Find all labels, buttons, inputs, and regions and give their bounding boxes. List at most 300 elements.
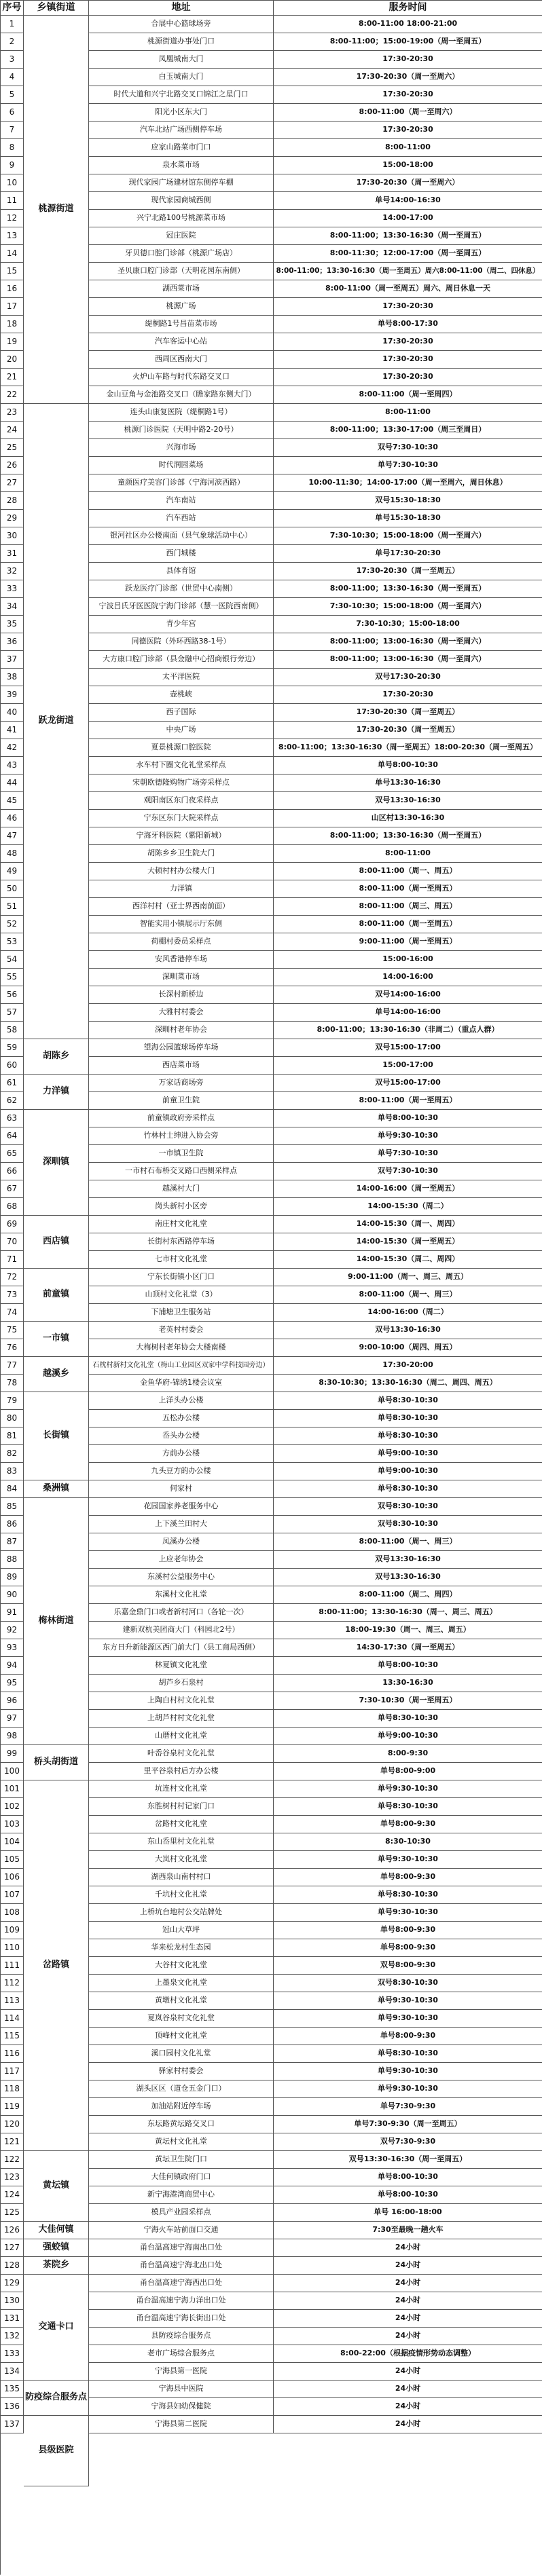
address-cell: 连头山康复医院（缇桐路1号） xyxy=(89,404,274,422)
service-time-cell: 8:00-11:00；13:30-16:30（周一至周五）周六8:00-11:00（周二、四休息） xyxy=(274,263,542,280)
service-time-cell: 18:00-19:30（周一、周三、周五） xyxy=(274,1622,542,1639)
service-time-cell: 14:00-15:30（周二） xyxy=(274,1198,542,1216)
district-cell: 岔路镇 xyxy=(24,1780,89,2151)
service-time-cell: 单号9:30-10:30 xyxy=(274,1127,542,1145)
service-time-cell: 双号14:00-16:00 xyxy=(274,986,542,1004)
row-number: 58 xyxy=(1,1022,24,1039)
row-number: 110 xyxy=(1,1939,24,1957)
address-cell: 合展中心篮球场旁 xyxy=(89,16,274,33)
row-number: 111 xyxy=(1,1957,24,1975)
service-time-cell: 单号14:00-16:00 xyxy=(274,1004,542,1022)
row-number: 87 xyxy=(1,1533,24,1551)
address-cell: 东胜树村村记家门口 xyxy=(89,1798,274,1816)
district-cell: 深甽镇 xyxy=(24,1110,89,1216)
row-number: 7 xyxy=(1,122,24,139)
row-number: 23 xyxy=(1,404,24,422)
row-number: 17 xyxy=(1,298,24,316)
address-cell: 上应老年协会 xyxy=(89,1551,274,1569)
row-number: 120 xyxy=(1,2116,24,2133)
address-cell: 汽车西站 xyxy=(89,510,274,527)
address-cell: 花园国家养老服务中心 xyxy=(89,1498,274,1516)
address-cell: 应家山路菜市门口 xyxy=(89,139,274,157)
service-time-cell: 17:30-20:30（周一至周五） xyxy=(274,722,542,739)
row-number: 91 xyxy=(1,1604,24,1622)
district-cell: 桃源街道 xyxy=(24,16,89,404)
row-number: 16 xyxy=(1,280,24,298)
address-cell: 方前办公楼 xyxy=(89,1445,274,1463)
service-time-cell: 8:00-11:00（周一、周三） xyxy=(274,1286,542,1304)
address-cell: 岗头新村小区旁 xyxy=(89,1198,274,1216)
row-number: 89 xyxy=(1,1569,24,1586)
address-cell: 冠庄医院 xyxy=(89,227,274,245)
address-cell: 上墨泉文化礼堂 xyxy=(89,1975,274,1992)
address-cell: 长街村东西路停车场 xyxy=(89,1233,274,1251)
address-cell: 黄坛卫生院门口 xyxy=(89,2151,274,2169)
service-time-cell: 单号8:30-10:30 xyxy=(274,1710,542,1728)
address-cell: 时代润园菜场 xyxy=(89,457,274,474)
service-time-cell: 24小时 xyxy=(274,2275,542,2292)
service-time-cell: 8:00-22:00（根据疫情形势动态调整） xyxy=(274,2345,542,2363)
address-cell: 兴宁北路100号桃源菜市场 xyxy=(89,210,274,227)
row-number: 94 xyxy=(1,1657,24,1675)
address-cell: 东坛路黄坛路交叉口 xyxy=(89,2116,274,2133)
district-cell: 县级医院 xyxy=(24,2416,89,2486)
row-number: 56 xyxy=(1,986,24,1004)
district-cell: 前童镇 xyxy=(24,1269,89,1322)
service-time-cell: 8:00-11:00（周一、周五） xyxy=(274,863,542,880)
address-cell: 乐嘉金鼎门口或者新村河口（各轮一次） xyxy=(89,1604,274,1622)
row-number: 101 xyxy=(1,1780,24,1798)
service-time-cell: 单号8:00-17:30 xyxy=(274,316,542,333)
row-number: 64 xyxy=(1,1127,24,1145)
service-time-cell: 8:30-10:30 xyxy=(274,1833,542,1851)
row-number: 112 xyxy=(1,1975,24,1992)
district-cell: 交通卡口 xyxy=(24,2275,89,2381)
header-district: 乡镇街道 xyxy=(24,1,89,16)
service-time-cell: 双号7:30-9:30 xyxy=(274,2133,542,2151)
row-number: 24 xyxy=(1,422,24,439)
row-number: 98 xyxy=(1,1728,24,1745)
address-cell: 火炉山车路与时代东路交叉口 xyxy=(89,369,274,386)
district-cell: 力洋镇 xyxy=(24,1075,89,1110)
address-cell: 上陶白村村文化礼堂 xyxy=(89,1692,274,1710)
address-cell: 宁海县第一医院 xyxy=(89,2363,274,2381)
service-time-cell: 单号8:30-10:30 xyxy=(274,1392,542,1410)
service-time-cell: 8:00-11:00（周一至周六） xyxy=(274,104,542,122)
row-number: 102 xyxy=(1,1798,24,1816)
service-time-cell: 8:00-11:00；13:30-16:30（周一、周三、周五） xyxy=(274,1604,542,1622)
address-cell: 力洋镇 xyxy=(89,880,274,898)
address-cell: 牙贝德口腔门诊部（桃源广场店） xyxy=(89,245,274,263)
district-cell: 强蛟镇 xyxy=(24,2239,89,2257)
address-cell: 甬台温高速宁海南出口处 xyxy=(89,2239,274,2257)
address-cell: 壶桃峡 xyxy=(89,686,274,704)
address-cell: 白玉城南大门 xyxy=(89,69,274,86)
service-time-cell: 双号8:30-10:30 xyxy=(274,1516,542,1533)
service-time-cell: 17:30-20:00 xyxy=(274,1357,542,1375)
row-number: 133 xyxy=(1,2345,24,2363)
address-cell: 童颜医疗美容门诊部（宁海河滨西路） xyxy=(89,474,274,492)
address-cell: 夏景桃源口腔医院 xyxy=(89,739,274,757)
address-cell: 桃源门诊医院（天明中路2-20号） xyxy=(89,422,274,439)
address-cell: 宁海县第二医院 xyxy=(89,2416,274,2433)
row-number: 124 xyxy=(1,2186,24,2204)
service-time-cell: 24小时 xyxy=(274,2398,542,2416)
address-cell: 西店菜市场 xyxy=(89,1057,274,1075)
service-time-cell: 8:00-11:00；13:30-16:30（周一至周五） xyxy=(274,827,542,845)
service-time-cell: 单号8:00-9:00 xyxy=(274,1763,542,1780)
row-number: 62 xyxy=(1,1092,24,1110)
service-time-cell: 单号9:30-10:30 xyxy=(274,2010,542,2028)
address-cell: 竹林村士绅进入协会旁 xyxy=(89,1127,274,1145)
address-cell: 汽车南站 xyxy=(89,492,274,510)
row-number: 72 xyxy=(1,1269,24,1286)
address-cell: 西洋村村（亚士界西南前面） xyxy=(89,898,274,916)
row-number: 105 xyxy=(1,1851,24,1869)
service-time-cell: 14:00-16:00 xyxy=(274,969,542,986)
row-number: 128 xyxy=(1,2257,24,2275)
row-number: 79 xyxy=(1,1392,24,1410)
service-time-cell: 8:00-11:00；13:30-16:30（周一至周五） xyxy=(274,227,542,245)
row-number: 21 xyxy=(1,369,24,386)
row-number: 68 xyxy=(1,1198,24,1216)
address-cell: 县体育馆 xyxy=(89,563,274,580)
row-number: 70 xyxy=(1,1233,24,1251)
service-time-cell: 8:00-11:00 18:00-21:00 xyxy=(274,16,542,33)
address-cell: 一市村石布桥交叉路口西侧采样点 xyxy=(89,1163,274,1180)
row-number: 77 xyxy=(1,1357,24,1375)
row-number: 6 xyxy=(1,104,24,122)
service-time-cell: 单号 16:00-18:00 xyxy=(274,2204,542,2222)
row-number: 12 xyxy=(1,210,24,227)
address-cell: 汽车客运中心站 xyxy=(89,333,274,351)
service-time-cell: 单号8:00-9:30 xyxy=(274,1869,542,1886)
address-cell: 西周区西南大门 xyxy=(89,351,274,369)
service-time-cell: 双号7:30-10:30 xyxy=(274,439,542,457)
service-time-cell: 15:00-17:00 xyxy=(274,1057,542,1075)
row-number: 35 xyxy=(1,616,24,633)
address-cell: 宁海县中医院 xyxy=(89,2381,274,2398)
row-number: 2 xyxy=(1,33,24,51)
address-cell: 冠山大草坪 xyxy=(89,1922,274,1939)
address-cell: 西子国际 xyxy=(89,704,274,722)
address-cell: 泉水菜市场 xyxy=(89,157,274,174)
address-cell: 时代大道和兴宁北路交叉口锦江之星门口 xyxy=(89,86,274,104)
service-time-cell: 15:00-18:00 xyxy=(274,157,542,174)
service-time-cell: 单号8:30-10:30 xyxy=(274,1886,542,1904)
address-cell: 兴海市场 xyxy=(89,439,274,457)
service-time-cell: 8:00-11:00；13:30-17:00（周三至周日） xyxy=(274,422,542,439)
service-time-cell: 17:30-20:30 xyxy=(274,298,542,316)
row-number: 129 xyxy=(1,2275,24,2292)
row-number: 40 xyxy=(1,704,24,722)
address-cell: 桃源街道办事处门口 xyxy=(89,33,274,51)
service-time-cell: 8:00-11:00（周二、周四） xyxy=(274,1586,542,1604)
row-number: 131 xyxy=(1,2310,24,2328)
service-time-cell: 单号8:00-10:30 xyxy=(274,1657,542,1675)
service-time-cell: 双号13:30-16:30 xyxy=(274,1322,542,1339)
service-time-cell: 14:30-17:30（周一至周五） xyxy=(274,1639,542,1657)
address-cell: 前童卫生院 xyxy=(89,1092,274,1110)
address-cell: 坑连村文化礼堂 xyxy=(89,1780,274,1798)
row-number: 57 xyxy=(1,1004,24,1022)
row-number: 49 xyxy=(1,863,24,880)
row-number: 36 xyxy=(1,633,24,651)
service-time-cell: 单号9:30-10:30 xyxy=(274,1851,542,1869)
service-time-cell: 17:30-20:30 xyxy=(274,686,542,704)
row-number: 123 xyxy=(1,2169,24,2186)
row-number: 28 xyxy=(1,492,24,510)
row-number: 33 xyxy=(1,580,24,598)
service-time-cell: 单号7:30-9:30 xyxy=(274,2098,542,2116)
address-cell: 石枕村新村文化礼堂（梅山工业园区双家中学科技园旁边） xyxy=(89,1357,274,1375)
row-number: 51 xyxy=(1,898,24,916)
row-number: 85 xyxy=(1,1498,24,1516)
row-number: 122 xyxy=(1,2151,24,2169)
address-cell: 青少年宫 xyxy=(89,616,274,633)
service-time-cell: 双号13:30-16:30 xyxy=(274,1551,542,1569)
row-number: 103 xyxy=(1,1816,24,1833)
row-number: 29 xyxy=(1,510,24,527)
service-time-cell: 双号15:30-18:30 xyxy=(274,492,542,510)
service-time-cell: 8:00-11:00（周三、周五） xyxy=(274,898,542,916)
address-cell: 夏岚谷泉村文化礼堂 xyxy=(89,2010,274,2028)
address-cell: 大顿村村办公楼大门 xyxy=(89,863,274,880)
address-cell: 县防疫综合服务点 xyxy=(89,2328,274,2345)
service-time-cell: 双号8:30-10:30 xyxy=(274,1975,542,1992)
address-cell: 老市广场综合服务点 xyxy=(89,2345,274,2363)
service-time-cell: 8:00-11:30；12:00-17:00（周一至周五） xyxy=(274,245,542,263)
row-number: 69 xyxy=(1,1216,24,1233)
service-time-cell: 13:30-16:30 xyxy=(274,1675,542,1692)
row-number: 26 xyxy=(1,457,24,474)
address-cell: 林夏镇文化礼堂 xyxy=(89,1657,274,1675)
address-cell: 驿家村村委会 xyxy=(89,2063,274,2080)
row-number: 73 xyxy=(1,1286,24,1304)
address-cell: 东溪村公益服务中心 xyxy=(89,1569,274,1586)
address-cell: 上胡芦村村文化礼堂 xyxy=(89,1710,274,1728)
row-number: 5 xyxy=(1,86,24,104)
row-number: 34 xyxy=(1,598,24,616)
address-cell: 黄坛村文化礼堂 xyxy=(89,2133,274,2151)
address-cell: 山顶村文化礼堂（3） xyxy=(89,1286,274,1304)
row-number: 43 xyxy=(1,757,24,774)
service-time-cell: 24小时 xyxy=(274,2381,542,2398)
header-service-time: 服务时间 xyxy=(274,1,542,16)
service-time-cell: 双号13:30-16:30（周一至周五） xyxy=(274,2151,542,2169)
address-cell: 大梅树村老年协会大楼南楼 xyxy=(89,1339,274,1357)
header-address: 地址 xyxy=(89,1,274,16)
service-time-cell: 8:00-11:00；13:30-16:30（周一至周五） xyxy=(274,580,542,598)
service-time-cell: 8:00-11:00（周一至周五）周六、周日休息一天 xyxy=(274,280,542,298)
address-cell: 深甽菜市场 xyxy=(89,969,274,986)
row-number: 19 xyxy=(1,333,24,351)
address-cell: 阳光小区东大门 xyxy=(89,104,274,122)
address-cell: 银河社区办公楼南面（县气象球活动中心） xyxy=(89,527,274,545)
address-cell: 老英村村委会 xyxy=(89,1322,274,1339)
service-time-cell: 8:00-11:00（周一至周五） xyxy=(274,916,542,933)
address-cell: 金山豆角与金池路交叉口（瞻家路东侧大门） xyxy=(89,386,274,404)
address-cell: 现代家园广场建材馆东侧停车棚 xyxy=(89,174,274,192)
row-number: 88 xyxy=(1,1551,24,1569)
service-time-cell: 单号8:30-10:30 xyxy=(274,1427,542,1445)
service-time-cell: 9:00-11:00（周一、周三、周五） xyxy=(274,1269,542,1286)
service-time-cell: 单号7:30-10:30 xyxy=(274,1145,542,1163)
row-number: 38 xyxy=(1,669,24,686)
row-number: 109 xyxy=(1,1922,24,1939)
district-cell: 大佳何镇 xyxy=(24,2222,89,2239)
service-time-cell: 单号8:00-9:30 xyxy=(274,1816,542,1833)
address-cell: 东方日升新能源区西门前大门（县工商局西侧） xyxy=(89,1639,274,1657)
address-cell: 胡陈乡乡卫生院大门 xyxy=(89,845,274,863)
address-cell: 宁东长街镇小区门口 xyxy=(89,1269,274,1286)
address-cell: 宁波吕氏牙医医院宁海门诊部（慧一医院西南侧） xyxy=(89,598,274,616)
service-time-cell: 单号8:00-9:30 xyxy=(274,1922,542,1939)
address-cell: 宁东区东门大院采样点 xyxy=(89,810,274,827)
address-cell: 太平洋医院 xyxy=(89,669,274,686)
row-number: 65 xyxy=(1,1145,24,1163)
row-number: 42 xyxy=(1,739,24,757)
row-number: 104 xyxy=(1,1833,24,1851)
row-number: 74 xyxy=(1,1304,24,1322)
row-number: 63 xyxy=(1,1110,24,1127)
address-cell: 同德医院（外环西路38-1号） xyxy=(89,633,274,651)
service-time-cell: 14:00-16:00（周二） xyxy=(274,1304,542,1322)
row-number: 95 xyxy=(1,1675,24,1692)
row-number: 15 xyxy=(1,263,24,280)
service-time-cell: 单号8:30-10:30 xyxy=(274,1480,542,1498)
service-time-cell: 15:00-16:00 xyxy=(274,951,542,969)
district-cell: 茶院乡 xyxy=(24,2257,89,2275)
service-time-cell: 8:00-11:00；13:30-16:30（非周二）（重点人群） xyxy=(274,1022,542,1039)
service-time-cell: 17:30-20:30 xyxy=(274,369,542,386)
row-number: 4 xyxy=(1,69,24,86)
row-number: 32 xyxy=(1,563,24,580)
service-time-cell: 8:00-11:00；13:30-16:30（周一至周五）18:00-20:30（周一至周五） xyxy=(274,739,542,757)
address-cell: 大方康口腔门诊部（县金融中心招商银行旁边） xyxy=(89,651,274,669)
address-cell: 凤凰城南大门 xyxy=(89,51,274,69)
row-number: 125 xyxy=(1,2204,24,2222)
address-cell: 观阳南区东门夜采样点 xyxy=(89,792,274,810)
address-cell: 岔路村文化礼堂 xyxy=(89,1816,274,1833)
row-number: 66 xyxy=(1,1163,24,1180)
service-time-cell: 单号7:30-9:30（周一至周五） xyxy=(274,2116,542,2133)
service-time-cell: 单号8:00-10:30 xyxy=(274,2169,542,2186)
district-cell: 越溪乡 xyxy=(24,1357,89,1392)
service-time-cell: 单号14:00-16:30 xyxy=(274,192,542,210)
row-number: 45 xyxy=(1,792,24,810)
address-cell: 溪口园村文化礼堂 xyxy=(89,2045,274,2063)
row-number: 108 xyxy=(1,1904,24,1922)
address-cell: 中央广场 xyxy=(89,722,274,739)
address-cell: 汽车北站广场西侧停车场 xyxy=(89,122,274,139)
address-cell: 黄墩村文化礼堂 xyxy=(89,1992,274,2010)
service-time-cell: 7:30-10:30；15:00-18:00（周一至周六） xyxy=(274,527,542,545)
service-time-cell: 8:30-10:30；13:30-16:30（周二、周四、周五） xyxy=(274,1375,542,1392)
service-time-cell: 14:00-16:00（周一至周五） xyxy=(274,1180,542,1198)
district-cell: 梅林街道 xyxy=(24,1498,89,1745)
address-cell: 水车村下圈文化礼堂采样点 xyxy=(89,757,274,774)
row-number: 20 xyxy=(1,351,24,369)
district-cell: 桑洲镇 xyxy=(24,1480,89,1498)
district-cell: 西店镇 xyxy=(24,1216,89,1269)
address-cell: 大雅村村委会 xyxy=(89,1004,274,1022)
row-number: 81 xyxy=(1,1427,24,1445)
address-cell: 上洋头办公楼 xyxy=(89,1392,274,1410)
service-time-cell: 7:30-10:30；15:00-18:00（周一至周六） xyxy=(274,598,542,616)
address-cell: 湖西泉山南村村口 xyxy=(89,1869,274,1886)
row-number: 55 xyxy=(1,969,24,986)
row-number: 76 xyxy=(1,1339,24,1357)
row-number: 84 xyxy=(1,1480,24,1498)
service-time-cell: 单号7:30-10:30 xyxy=(274,457,542,474)
row-number: 31 xyxy=(1,545,24,563)
district-cell: 黄坛镇 xyxy=(24,2151,89,2222)
row-number: 135 xyxy=(1,2381,24,2398)
row-number: 48 xyxy=(1,845,24,863)
service-time-cell: 8:00-11:00 xyxy=(274,845,542,863)
address-cell: 湖西菜市场 xyxy=(89,280,274,298)
district-cell: 桥头胡街道 xyxy=(24,1745,89,1780)
address-cell: 桃源广场 xyxy=(89,298,274,316)
row-number: 116 xyxy=(1,2045,24,2063)
row-number: 13 xyxy=(1,227,24,245)
service-time-cell: 17:30-20:30（周一至周五） xyxy=(274,704,542,722)
row-number: 119 xyxy=(1,2098,24,2116)
service-time-cell: 14:00-15:30（周一、周四） xyxy=(274,1216,542,1233)
service-time-cell: 8:00-9:30 xyxy=(274,1745,542,1763)
service-time-cell: 7:30至最晚一趟火车 xyxy=(274,2222,542,2239)
service-time-cell: 单号15:30-18:30 xyxy=(274,510,542,527)
service-time-cell: 17:30-20:30 xyxy=(274,333,542,351)
row-number: 96 xyxy=(1,1692,24,1710)
address-cell: 宁海牙科医院（紫阳新城） xyxy=(89,827,274,845)
service-time-cell: 24小时 xyxy=(274,2239,542,2257)
row-number: 54 xyxy=(1,951,24,969)
service-time-cell: 双号8:00-9:30 xyxy=(274,1957,542,1975)
row-number: 83 xyxy=(1,1463,24,1480)
service-time-cell: 单号9:00-10:30 xyxy=(274,1445,542,1463)
row-number: 9 xyxy=(1,157,24,174)
address-cell: 现代家园商城西侧 xyxy=(89,192,274,210)
row-number: 11 xyxy=(1,192,24,210)
address-cell: 金鱼华府-锦绣1楼会议室 xyxy=(89,1375,274,1392)
service-time-cell: 双号7:30-10:30 xyxy=(274,1163,542,1180)
row-number: 53 xyxy=(1,933,24,951)
row-number: 132 xyxy=(1,2328,24,2345)
address-cell: 千坑村文化礼堂 xyxy=(89,1886,274,1904)
row-number: 113 xyxy=(1,1992,24,2010)
service-time-cell: 9:00-11:00（周一至周五） xyxy=(274,933,542,951)
service-time-cell: 24小时 xyxy=(274,2416,542,2433)
service-time-cell: 8:00-11:00（周一至周五） xyxy=(274,880,542,898)
service-time-cell: 双号17:30-20:30 xyxy=(274,669,542,686)
service-time-cell: 14:00-15:30（周二、周四） xyxy=(274,1251,542,1269)
address-cell: 湖头区区（道仓五金门口） xyxy=(89,2080,274,2098)
row-number: 47 xyxy=(1,827,24,845)
row-number: 99 xyxy=(1,1745,24,1763)
row-number: 130 xyxy=(1,2292,24,2310)
service-time-cell: 8:00-11:00 xyxy=(274,139,542,157)
service-time-cell: 8:00-11:00；15:00-19:00（周一至周五） xyxy=(274,33,542,51)
address-cell: 宋朝欧德隆购物广场旁采样点 xyxy=(89,774,274,792)
address-cell: 跃龙医疗门诊部（世贸中心南侧） xyxy=(89,580,274,598)
service-time-cell: 双号8:30-10:30 xyxy=(274,1498,542,1516)
address-cell: 凤溪办公楼 xyxy=(89,1533,274,1551)
address-cell: 上下溪兰田村大 xyxy=(89,1516,274,1533)
service-time-cell: 24小时 xyxy=(274,2257,542,2275)
header-no: 序号 xyxy=(1,1,24,16)
